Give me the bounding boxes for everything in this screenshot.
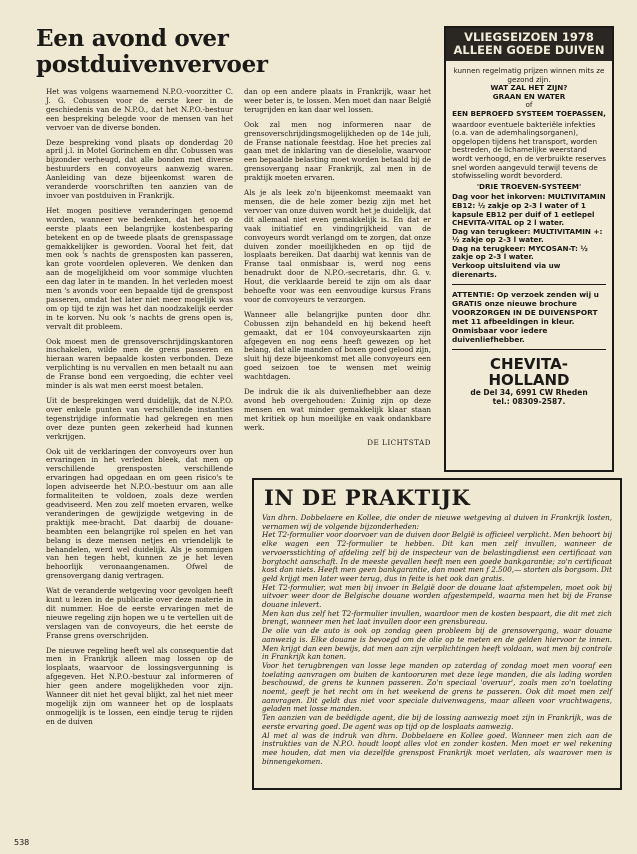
article-column-1 (46, 88, 233, 733)
praktijk-title: IN DE PRAKTIJK (264, 485, 471, 510)
ad-systeem: EEN BEPROEFD SYSTEEM TOEPASSEN, (452, 108, 606, 118)
paragraph: Wat de veranderde wetgeving voor gevolgen heeft kunt u lezen in de publicatie over deze materie in dit nummer. Hoe de eerste ervaringen met de nieuwe regeling zijn hopen we u te vertellen uit de verslagen van de convoyeurs, die het eerste de Franse grens overschrijden. (46, 586, 233, 640)
ad-attentie: ATTENTIE: Op verzoek zenden wij u GRATIS onze nieuwe brochure VOORZORGEN IN DE DUIVENSPORT met 11 afbeeldingen in kleur. Onmisbaar voor iedere duivenliefhebber. (452, 290, 599, 345)
article-column-2 (244, 88, 431, 448)
paragraph: Uit de besprekingen werd duidelijk, dat de N.P.O. over enkele punten van verschillende instanties tegenstrijdige informatie had gekregen en men over deze punten geen zekerheid had kunnen verkrijgen. (46, 396, 233, 441)
ad-phone: tel.: 08309-2587. (492, 397, 566, 407)
article-columns (36, 87, 436, 726)
ad-question: WAT ZAL HET ZIJN? (490, 83, 568, 93)
praktijk-paragraph: Het T2-formulier voor doorvoer van de duiven door België is officieel verplicht. Men behoort bij elke wagen een T2-formulier te hebben. Dit kan men zelf invullen, wanneer de vervoersstichting of afdeling zelf bij de inspecteur van de belastingdienst een certificaat van borgtocht aanschaft. In de meeste gevallen heeft men een goede bankgarantie; zo'n certificaat kost dan niets. Heeft men geen bankgarantie, dan moet men f 2.500,— storten als borgsom. Dit geld krijgt men later weer terug, dus in feite is het ook dan gratis. (262, 530, 612, 583)
paragraph: Het was volgens waarnemend N.P.O.-voorzitter C. J. G. Cobussen voor de eerste keer in de geschiedenis van de N.P.O., dat het N.P.O.-bestuur een bespreking belegde voor de mensen van het vervoer van de diverse bonden. (46, 87, 233, 132)
advertisement-box (444, 26, 614, 472)
ad-drie-troeven: 'DRIE TROEVEN-SYSTEEM' (476, 181, 582, 191)
signature: DE LICHTSTAD (367, 437, 431, 447)
paragraph: dan op een andere plaats in Frankrijk, waar het weer beter is, te lossen. Men moet dan naar België terugrijden en kan daar wel lossen. (244, 87, 431, 114)
ad-intro: kunnen regelmatig prijzen winnen mits ze gezond zijn. (453, 66, 605, 84)
praktijk-paragraph: Al met al was de indruk van dhrn. Dobbelaere en Kollee goed. Wanneer men zich aan de instrukties van de N.P.O. houdt loopt alles vlot en zonder kosten. Men moet er wel rekening mee houden, dat men via dezelfde grenspost Frankrijk moet verlaten, als waarover men is binnengekomen. (262, 730, 612, 766)
paragraph: Ook uit de verklaringen der convoyeurs over hun ervaringen in het verleden bleek, dat men op verschillende grensposten verschillende ervaringen had opgedaan en om geen risico's te lopen adviseerde het N.P.O.-bestuur om aan alle formaliteiten te voldoen, zoals deze werden geadviseerd. Men zou zelf moeten ervaren, welke veranderingen de gewijzigde wetgeving in de praktijk mee-bracht. Dat daarbij de douane-beambten een belangrijke rol spelen en het van belang is deze mensen netjes en vriendelijk te behandelen, werd wel duidelijk. Als je sommigen van hen tegen hebt, kunnen ze je het leven behoorlijk veronaangenamen. Ofwel de grensovergang danig vertragen. (46, 446, 233, 581)
paragraph: De nieuwe regeling heeft wel als consequentie dat men in Frankrijk alleen mag lossen op de losplaats, waarvoor de lossingsvergunning is afgegeven. Het N.P.O.-bestuur zal informeren of hier geen andere mogelijkheden voor zijn. Wanneer dit niet het geval blijkt, zal het niet meer mogelijk zijn om wanneer het op de losplaats onmogelijk is te lossen, een eindje terug te rijden en de duiven (46, 645, 233, 726)
paragraph: Ook moest men de grensoverschrijdingskantoren inschakelen, wilde men de grens passeren en hieraan waren bepaalde kosten verbonden. Deze verplichting is nu vervallen en men betaalt nu aan de Franse bond een vergoeding, die echter veel minder is als wat men eerst moest betalen. (46, 336, 233, 391)
paragraph: Het mogen positieve veranderingen genoemd worden, wanneer we bedenken, dat het op de eerste plaats een belangrijke kostenbesparing betekent en op de tweede plaats de grenspassage gemakkelijker is geworden. Vooral het feit, dat men ook 's nachts de grensposten kan passeren, kan grote voordelen opleveren. We denken dan aan de mogelijkheid om voor sommige vluchten een dag later in te manden. In het verleden moest men 's avonds voor een bepaalde tijd de grenspost passeren, omdat het later niet meer mogelijk was om op tijd te zijn was het dan noodzakelijk eerder in te korven. Nu ook 's nachts de grens open is, vervalt dit probleem. (46, 205, 233, 331)
article-title: Een avond over postduivenvervoer (36, 25, 268, 78)
praktijk-paragraph: Ten aanzien van de beëdigde agent, die bij de lossing aanwezig moet zijn in Frankrijk, was de eerste ervaring goed. De agent was op tijd op de losplaats aanwezig. (262, 713, 612, 731)
ad-step-1: Dag voor het inkorven: MULTIVITAMIN EB12: ½ zakje op 2-3 l water of 1 kapsule EB12 per duif of 1 eetlepel CHEVITA-VITAL op 2 l water. (452, 192, 606, 228)
paragraph: Deze bespreking vond plaats op donderdag 20 april j.l. in Motel Gorinchem en dhr. Cobussen was bijzonder verheugd, dat alle bonden met diverse bestuurders en convoyeurs aanwezig waren. Aanleiding van deze bijeenkomst waren de veranderde voorschriften ten aanzien van de invoer van postduiven in Frankrijk. (46, 137, 233, 200)
ad-graan: GRAAN EN WATER (492, 91, 566, 101)
praktijk-paragraph: De olie van de auto is ook op zondag geen probleem bij de grensovergang, waar douane aanwezig is. Elke douane is bevoegd om de olie op te meten en de gelden hiervoor te innen. Men krijgt dan een bewijs, dat men aan zijn verplichtingen heeft voldaan, wat men bij controle in Frankrijk kan tonen. (262, 626, 612, 662)
praktijk-paragraph: Voor het terugbrengen van losse lege manden op zaterdag of zondag moet men vooraf een toelating aanvragen om buiten de kantooruren met deze lege manden, die als lading worden beschouwd, de grens te kunnen passeren. Zo'n speciaal 'overuur', zoals men zo'n toelating noemt, geeft je het recht om in het weekend de grens te passeren. Ook dit moet men zelf aanvragen. Dit geldt dus niet voor speciale duivenwagens, maar alleen voor vrachtwagens, geladen met losse manden. (262, 660, 612, 714)
ad-header: VLIEGSEIZOEN 1978 ALLEEN GOEDE DUIVEN (446, 28, 612, 61)
ad-address: de Del 34, 6991 CW Rheden (470, 388, 588, 398)
ad-brand: CHEVITA-HOLLAND (488, 355, 570, 390)
article (36, 26, 436, 84)
ad-step-3: Dag na terugkeer: MYCOSAN-T: ½ zakje op 2-3 l water. (452, 243, 588, 262)
praktijk-paragraph: Men kan dus zelf het T2-formulier invullen, waardoor men de kosten bespaart, die dit met zich brengt, wanneer men het laat invullen door een grensbureau. (262, 608, 612, 627)
paragraph: Ook zal men nog informeren naar de grensoverschrijdingsmogelijkheden op de 14e juli, de Franse nationale feestdag. Hoe het precies zal gaan met de inklaring van de dieselolie, waarvoor een bepaalde belasting moet worden betaald bij de grensovergang naar Frankrijk, zal men in de praktijk moeten ervaren. (244, 119, 431, 183)
divider (452, 284, 606, 285)
paragraph: Als je als leek zo'n bijeenkomst meemaakt van mensen, die de hele zomer bezig zijn met het vervoer van onze duiven wordt het je duidelijk, dat dit allemaal niet even gemakkelijk is. En dat er vaak initiatief en vindingrijkheid van de convoyeurs wordt verlangd om te zorgen, dat onze duiven zonder moeilijkheden en op tijd de losplaats bereiken. Dat daarbij wat kennis van de Franse taal onmisbaar is, werd nog eens benadrukt door de N.P.O.-secretaris, dhr. G. v. Hout, die verklaarde bereid te zijn om als daar behoefte voor was een eenvoudige kursus Frans voor de convoyeurs te verzorgen. (244, 188, 431, 304)
ad-of: of (525, 100, 533, 110)
divider (452, 349, 606, 350)
praktijk-paragraph: Het T2-formulier, wat men bij invoer in België door de douane laat afstempelen, moet ook bij uitvoer weer door de Belgische douane worden afgestempeld, waarna men het bij de Franse douane inlevert. (262, 582, 612, 610)
praktijk-paragraph: Van dhrn. Dobbelaere en Kollee, die onder de nieuwe wetgeving al duiven in Frankrijk losten, vernamen wij de volgende bijzonderheden: (262, 513, 612, 531)
paragraph: Wanneer alle belangrijke punten door dhr. Cobussen zijn behandeld en hij bekend heeft gemaakt, dat er 104 convoyeurskaarten zijn afgegeven en nog eens heeft gewezen op het belang, dat alle manden of boxen goed gelood zijn, sluit hij deze bijeenkomst met alle convoyeurs een goed seizoen toe te wensen met weinig wachtdagen. (244, 309, 431, 382)
paragraph: De indruk die ik als duivenliefhebber aan deze avond heb overgehouden: Zuinig zijn op deze mensen en wat minder gemakkelijk klaar staan met kritiek op hun moeilijke en vaak ondankbare werk. (244, 387, 431, 432)
ad-body: waardoor eventuele bakteriële infekties (o.a. van de ademhalingsorganen), opgelopen tijdens het transport, worden bestreden, de lichamelijke weerstand wordt verhoogd, en de verbruikte reserves snel worden aangevuld terwijl tevens de stofwisseling wordt bevorderd. (452, 119, 606, 181)
page-number: 538 (14, 838, 30, 847)
ad-verkoop: Verkoop uitsluitend via uw dierenarts. (452, 261, 561, 279)
in-de-praktijk-box (252, 478, 622, 790)
ad-step-2: Dag van terugkeer: MULTIVITAMIN +: ½ zakje op 2-3 l water. (452, 226, 603, 245)
